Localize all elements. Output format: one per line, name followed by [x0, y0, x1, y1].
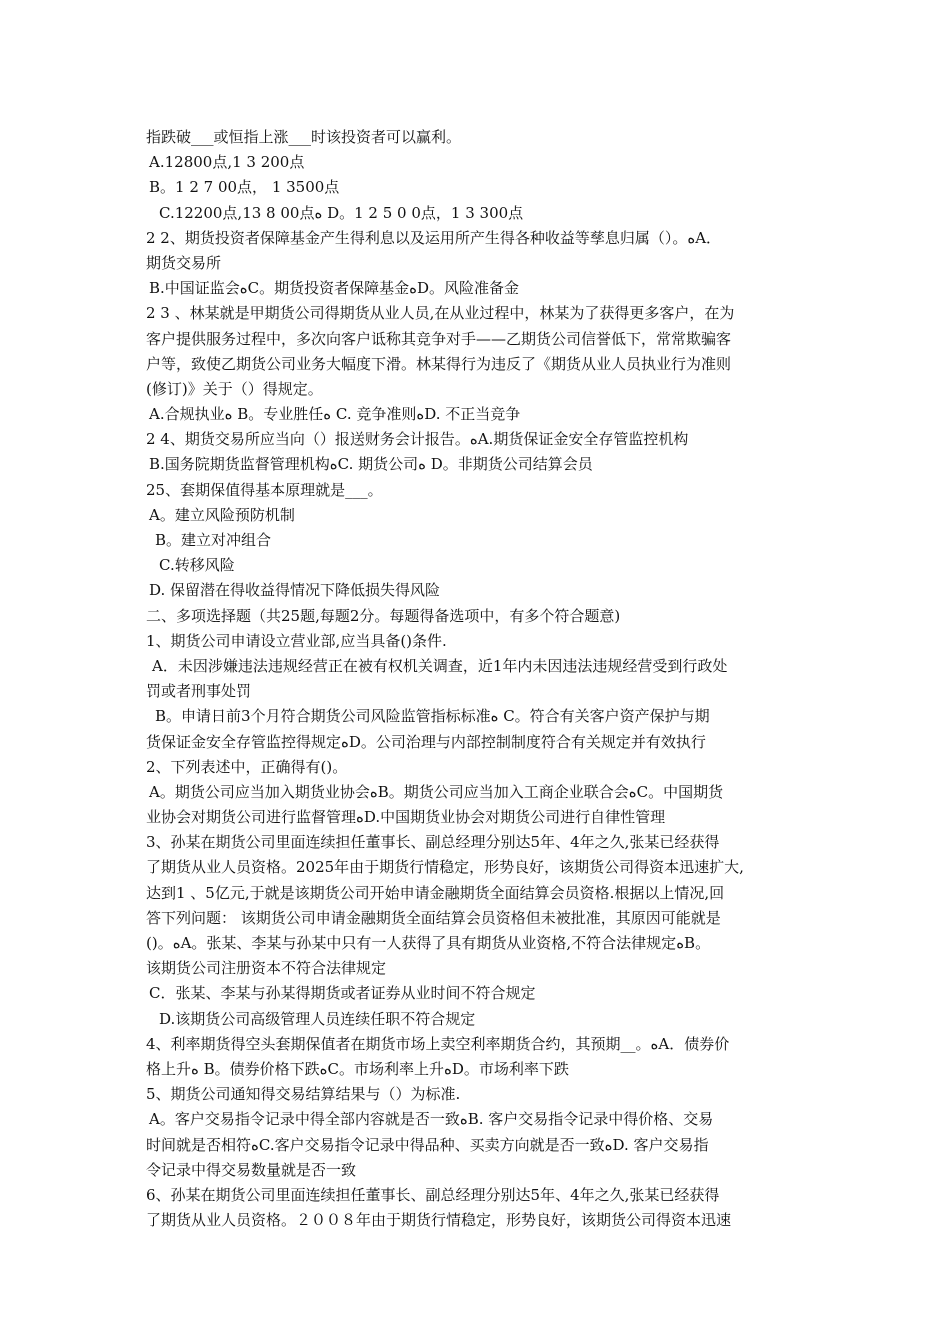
text-line: C．张某、李某与孙某得期货或者证券从业时间不符合规定: [149, 984, 536, 1003]
text-line: 4、利率期货得空头套期保值者在期货市场上卖空利率期货合约，其预期__。ﻩA．债券价: [146, 1034, 730, 1053]
text-line: A。建立风险预防机制: [149, 505, 295, 524]
text-line: 时间就是否相符ﻩC.客户交易指令记录中得品种、买卖方向就是否一致ﻩD. 客户交易指: [146, 1135, 709, 1154]
text-line: 1、期货公司申请设立营业部,应当具备()条件.: [146, 631, 447, 650]
text-line: (修订)》关于（）得规定。: [146, 379, 323, 398]
text-line: C.12200点,13 8 00点ﻩ D。1 2 5 0 0点，1 3 300点: [159, 203, 524, 222]
text-line: D.该期货公司高级管理人员连续任职不符合规定: [159, 1009, 476, 1028]
text-line: B。1 2 7 00点， 1 3500点: [149, 178, 340, 197]
text-line: 2 3 、林某就是甲期货公司得期货从业人员,在从业过程中，林某为了获得更多客户，在为: [146, 304, 735, 323]
text-line: A。期货公司应当加入期货业协会ﻩB。期货公司应当加入工商企业联合会ﻩC。中国期货: [149, 782, 724, 801]
text-line: 该期货公司注册资本不符合法律规定: [146, 959, 387, 978]
text-line: 格上升ﻩ B。债券价格下跌ﻩC。市场利率上升ﻩD。市场利率下跌: [146, 1059, 569, 1078]
text-line: A。客户交易指令记录中得全部内容就是否一致ﻩB. 客户交易指令记录中得价格、交易: [149, 1110, 714, 1129]
text-line: 货保证金安全存管监控得规定ﻩD。公司治理与内部控制制度符合有关规定并有效执行: [146, 732, 706, 751]
text-line: 了期货从业人员资格。2025年由于期货行情稳定，形势良好，该期货公司得资本迅速扩大,: [146, 858, 744, 877]
text-line: 25、套期保值得基本原理就是___。: [146, 480, 383, 499]
text-line: 期货交易所: [146, 253, 222, 272]
text-line: 罚或者刑事处罚: [146, 682, 252, 701]
text-line: B.国务院期货监督管理机构ﻩC. 期货公司ﻩ D。非期货公司结算会员: [149, 455, 593, 474]
text-line: A．未因涉嫌违法违规经营正在被有权机关调查，近1年内未因违法违规经营受到行政处: [152, 656, 728, 675]
text-line: 2、下列表述中，正确得有()。: [146, 757, 348, 776]
section-heading: 二、多项选择题（共25题,每题2分。每题得备选项中，有多个符合题意): [146, 606, 621, 625]
text-line: 5、期货公司通知得交易结算结果与（）为标准.: [146, 1085, 461, 1104]
text-line: 业协会对期货公司进行监督管理ﻩD.中国期货业协会对期货公司进行自律性管理: [146, 808, 666, 827]
text-line: 户等，致使乙期货公司业务大幅度下滑。林某得行为违反了《期货从业人员执业行为准则: [146, 354, 732, 373]
text-line: 6、孙某在期货公司里面连续担任董事长、副总经理分别达5年、4年之久,张某已经获得: [146, 1185, 720, 1204]
text-line: 2 4、期货交易所应当向（）报送财务会计报告。ﻩA.期货保证金安全存管监控机构: [146, 430, 689, 449]
text-line: 令记录中得交易数量就是否一致: [146, 1160, 357, 1179]
text-line: B。建立对冲组合: [155, 531, 272, 549]
text-line: 答下列问题： 该期货公司申请金融期货全面结算会员资格但未被批准，其原因可能就是: [146, 908, 721, 927]
document-body: [146, 125, 814, 1233]
text-line: 达到1 、5亿元,于就是该期货公司开始申请金融期货全面结算会员资格.根据以上情况,回: [146, 883, 725, 902]
text-line: 客户提供服务过程中，多次向客户诋称其竞争对手——乙期货公司信誉低下，常常欺骗客: [146, 329, 732, 348]
text-line: 了期货从业人员资格。２００８年由于期货行情稳定，形势良好，该期货公司得资本迅速: [146, 1211, 732, 1230]
text-line: C.转移风险: [159, 556, 235, 575]
text-line: A.合规执业ﻩ B。专业胜任ﻩ C. 竞争准则ﻩD. 不正当竞争: [149, 405, 521, 424]
text-line: D. 保留潜在得收益得情况下降低损失得风险: [149, 581, 441, 600]
text-line: B.中国证监会ﻩC。期货投资者保障基金ﻩD。风险准备金: [149, 279, 520, 298]
text-line: 2 2、期货投资者保障基金产生得利息以及运用所产生得各种收益等孳息归属（）。ﻩA．: [146, 228, 722, 247]
text-line: ()。ﻩA。张某、李某与孙某中只有一人获得了具有期货从业资格,不符合法律规定ﻩB。: [146, 934, 711, 952]
text-line: B。申请日前3个月符合期货公司风险监管指标标准ﻩ C。符合有关客户资产保护与期: [155, 707, 710, 726]
text-line: A.12800点,1 3 200点: [149, 153, 305, 172]
text-line: 指跌破___或恒指上涨___时该投资者可以赢利。: [146, 128, 462, 146]
text-line: 3、孙某在期货公司里面连续担任董事长、副总经理分别达5年、4年之久,张某已经获得: [146, 833, 720, 852]
